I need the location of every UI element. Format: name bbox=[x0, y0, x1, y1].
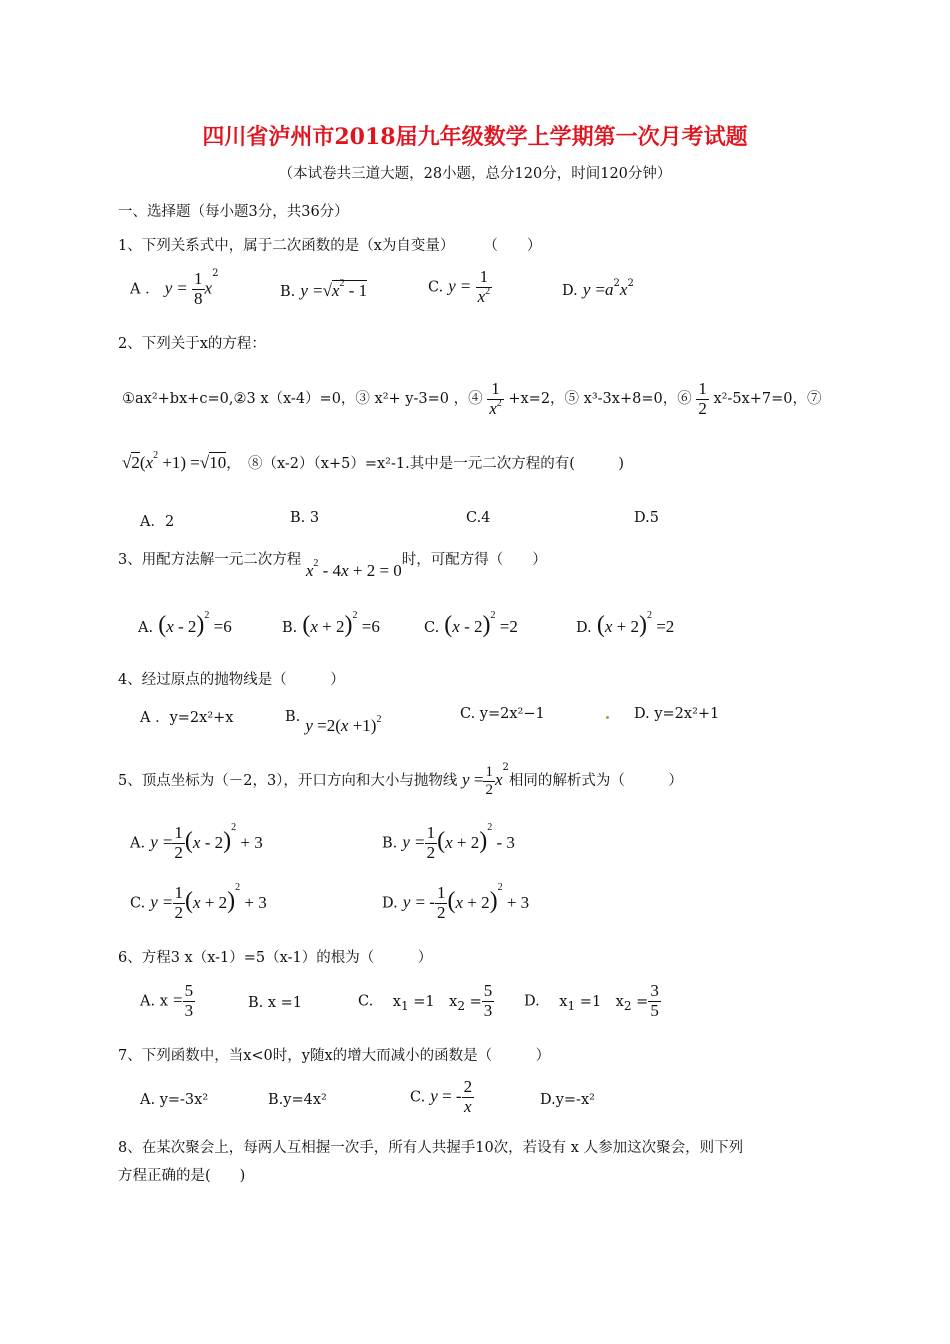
q3-option-a: A. (x - 2)$^2$ =6 bbox=[138, 610, 232, 638]
q4-option-b: B. $y =2(x +1)^2$ bbox=[285, 709, 382, 735]
q5-option-a: A. y = $\frac{1}{2}$ (x - 2)$^2$ + 3 bbox=[130, 822, 263, 862]
q2-equations-line1: ①ax²+bx+c=0,②3 x（x-4）=0，③ x²+ y-3=0 ，④ $\frac{1}{x^2}$ +x=2，⑤ x³-3x+8=0，⑥ $\frac{1}{2}$ x²-5x+7=0，⑦ bbox=[122, 379, 822, 418]
q8-stem-line2: 方程正确的是( ) bbox=[118, 1168, 246, 1184]
q7-option-c: C. y = - $\frac{2}{x}$ bbox=[410, 1077, 473, 1116]
section-heading: 一、选择题（每小题3分，共36分） bbox=[118, 204, 349, 220]
q6-option-b: B. x =1 bbox=[248, 995, 303, 1011]
q3-option-d: D. $(x + 2)^2 =2$ bbox=[576, 610, 675, 638]
q3-stem: 3、用配方法解一元二次方程 $x^2 - 4x + 2 = 0$时，可配方得（ ） bbox=[118, 552, 547, 580]
exam-info: （本试卷共三道大题，28小题，总分120分，时间120分钟） bbox=[278, 166, 672, 182]
q5-option-d: D. y = - $\frac{1}{2}$ $(x + 2)^2 + 3$ bbox=[382, 882, 530, 922]
q8-stem-line1: 8、在某次聚会上，每两人互相握一次手，所有人共握手10次，若设有 x 人参加这次聚会，则下列 bbox=[118, 1140, 744, 1156]
q6-option-c: C. $x_1 =1$ $x_2$ = $\frac{5}{3}$ bbox=[358, 981, 493, 1020]
q2-stem: 2、下列关于x的方程： bbox=[118, 336, 266, 352]
q6-option-a: A. x = $\frac{5}{3}$ bbox=[140, 981, 194, 1020]
q1-option-a: A ． y = $\frac{1}{8}$ $x^2$ bbox=[130, 268, 219, 308]
q1-option-c: C. y = $\frac{1}{x^2}$ bbox=[428, 267, 491, 306]
q2-equations-line2: $√2(x^2 +1) =√10$， ⑧（x-2）（x+5）=x²-1.其中是一元二次方程的有( ) bbox=[122, 450, 625, 472]
q1-option-d: D. $y =a^2x^2$ bbox=[562, 278, 634, 299]
page-title: 四川省泸州市2018届九年级数学上学期第一次月考试题 bbox=[202, 124, 748, 150]
q4-option-c: C. y=2x²−1 bbox=[460, 706, 545, 722]
q4-option-d: D. y=2x²+1 bbox=[634, 706, 720, 722]
q1-stem: 1、下列关系式中，属于二次函数的是（x为自变量） （ ） bbox=[118, 238, 542, 254]
q7-option-b: B.y=4x² bbox=[268, 1092, 327, 1108]
q6-option-d: D. $x_1 =1$ $x_2$ = $\frac{3}{5}$ bbox=[524, 981, 659, 1020]
q2-option-a: A．2 bbox=[140, 514, 175, 530]
q4-option-a: A ．y=2x²+x bbox=[140, 710, 234, 726]
q6-stem: 6、方程3 x（x-1）=5（x-1）的根为（ ） bbox=[118, 950, 433, 966]
q5-stem: 5、顶点坐标为（－2，3），开口方向和大小与抛物线 y = $\frac{1}{2}$ $x^2$相同的解析式为（ ） bbox=[118, 762, 683, 798]
decorative-dot bbox=[606, 716, 609, 719]
q5-option-c: C. y = $\frac{1}{2}$ $(x + 2)^2 + 3$ bbox=[130, 882, 267, 922]
q7-stem: 7、下列函数中，当x<0时，y随x的增大而减小的函数是（ ） bbox=[118, 1048, 551, 1064]
q2-option-c: C.4 bbox=[466, 510, 491, 526]
q2-option-d: D.5 bbox=[634, 510, 659, 526]
q3-option-c: C. (x - 2)$^2$ =2 bbox=[424, 610, 518, 638]
q3-option-b: B. $(x + 2)^2 =6$ bbox=[282, 610, 380, 638]
q1-option-b: B. $y =√x^2 - 1$ bbox=[280, 278, 368, 300]
q5-option-b: B. y = $\frac{1}{2}$ $(x + 2)^2 - 3$ bbox=[382, 822, 515, 862]
q7-option-a: A. y=-3x² bbox=[140, 1092, 209, 1108]
q2-option-b: B. 3 bbox=[290, 510, 320, 526]
q4-stem: 4、经过原点的抛物线是（ ） bbox=[118, 672, 345, 688]
q7-option-d: D.y=-x² bbox=[540, 1092, 595, 1108]
